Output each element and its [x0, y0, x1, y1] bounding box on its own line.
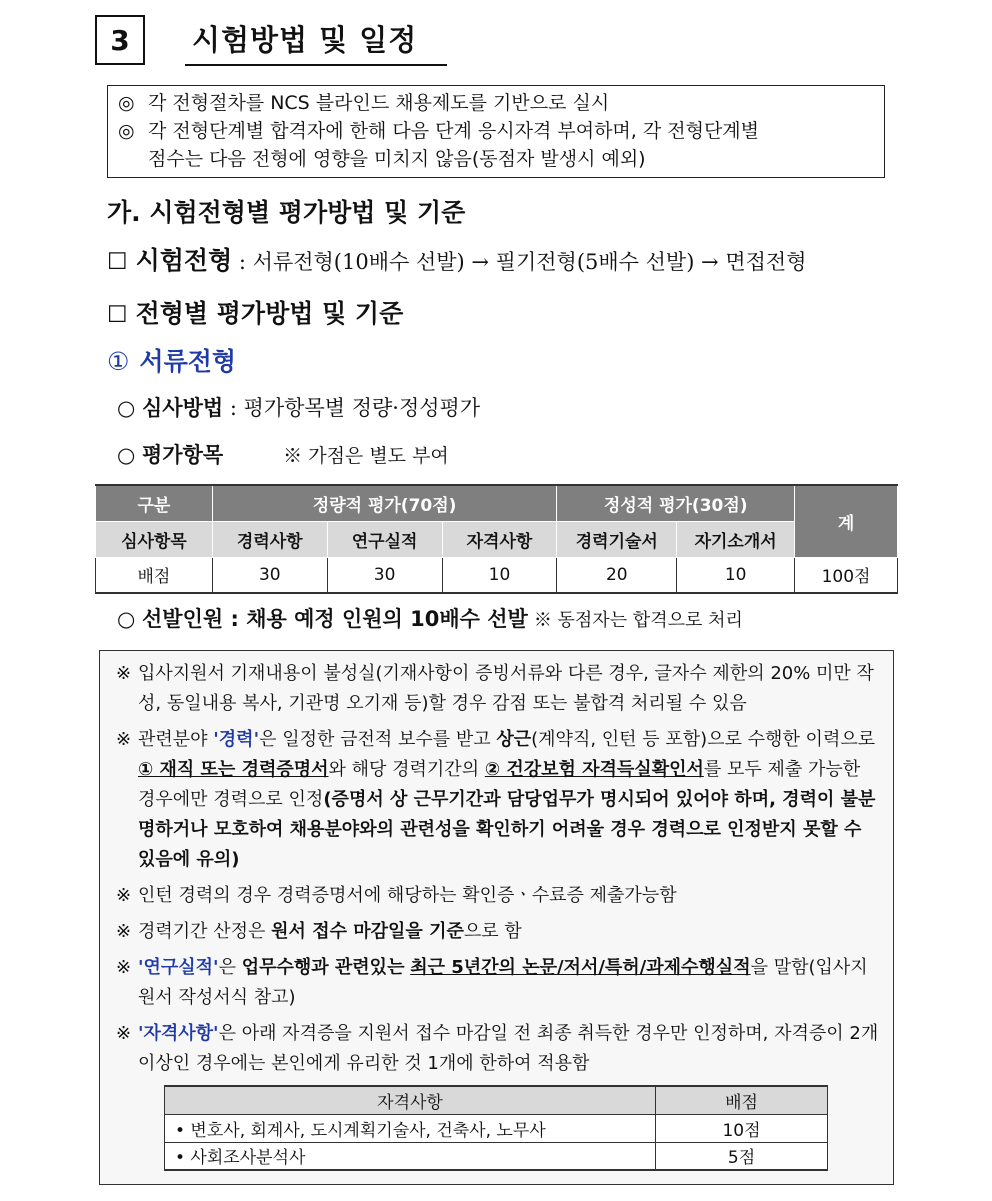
col-career: 경력사항	[212, 521, 327, 557]
selection-count	[117, 603, 743, 633]
reference-mark-icon: ※	[116, 885, 132, 906]
career-term: '경력'	[213, 729, 260, 750]
table-row	[165, 1114, 828, 1142]
notice-text-1: 각 전형절차를 NCS 블라인드 채용제도를 기반으로 실시	[148, 92, 610, 114]
note-text: 와 해당 경력기간의	[328, 759, 485, 780]
note-text: 입사지원서 기재내용이 불성실(기재사항이 증빙서류와 다른 경우, 글자수 제한의 20% 미만 작성, 동일내용 복사, 기관명 오기재 등)할 경우 감점 또는 불합격 처리될 수 있음	[138, 663, 874, 714]
certificate-term: '자격사항'	[138, 1023, 219, 1044]
note-certificate	[138, 1019, 881, 1079]
document-screening-label: 서류전형	[139, 347, 237, 376]
insurance-certificate: ② 건강보험 자격득실확인서	[484, 759, 704, 780]
score-cell: 30	[327, 557, 442, 593]
note-text: 을 말함(입사지원서 작성서식 참고)	[138, 957, 868, 1008]
note-text: (계약직, 인턴 등 포함)으로 수행한 이력으로	[531, 729, 876, 750]
note-text: 으로 함	[463, 921, 522, 942]
col-self-intro: 자기소개서	[677, 521, 795, 557]
eval-heading-label: 전형별 평가방법 및 기준	[135, 299, 404, 328]
certificate-name: • 사회조사분석사	[165, 1142, 656, 1170]
score-total: 100점	[795, 557, 898, 593]
exam-stages	[107, 241, 806, 277]
fulltime-term: 상근	[496, 729, 532, 750]
note-item	[116, 1019, 881, 1079]
notice-line-3	[118, 145, 874, 173]
exam-label: 시험전형	[135, 246, 233, 275]
score-cell: 10	[442, 557, 557, 593]
col-research: 연구실적	[327, 521, 442, 557]
circle-bullet-icon: ○	[117, 396, 136, 420]
checkbox-icon: ☐	[107, 302, 128, 328]
document-screening-heading	[107, 342, 236, 378]
select-value: : 채용 예정 인원의 10배수 선발	[223, 607, 528, 631]
title-underline	[185, 64, 447, 66]
method-label: 심사방법	[142, 396, 224, 420]
note-item	[116, 881, 881, 911]
note-text: 은	[218, 957, 242, 978]
review-method	[117, 392, 480, 422]
certificate-table	[164, 1085, 828, 1171]
notes-box	[99, 650, 894, 1185]
research-term: '연구실적'	[138, 957, 219, 978]
select-label: 선발인원	[142, 607, 224, 631]
checkbox-icon: ☐	[107, 249, 128, 275]
score-cell: 10	[677, 557, 795, 593]
note-item	[116, 725, 881, 875]
reference-mark-icon: ※	[116, 921, 132, 942]
reference-mark-icon: ※	[116, 729, 132, 750]
reference-mark-icon: ※	[116, 1023, 132, 1044]
score-cell: 30	[212, 557, 327, 593]
notice-text-3: 점수는 다음 전형에 영향을 미치지 않음(동점자 발생시 예외)	[148, 148, 646, 170]
items-label: 평가항목	[142, 443, 224, 467]
subsection-heading: 가. 시험전형별 평가방법 및 기준	[107, 198, 466, 227]
header-points: 배점	[656, 1086, 828, 1114]
method-value: : 평가항목별 정량·정성평가	[223, 396, 481, 420]
header-category: 구분	[96, 485, 213, 521]
note-career	[138, 725, 881, 875]
exam-stages-value: : 서류전형(10배수 선발) → 필기전형(5배수 선발) → 면접전형	[232, 250, 807, 274]
note-text: 은 일정한 금전적 보수를 받고	[259, 729, 497, 750]
section-title: 시험방법 및 일정	[192, 23, 418, 57]
note-text: 를 모두 제출 가능한 경우에만 경력으로 인정	[138, 759, 861, 810]
note-item	[116, 917, 881, 947]
header-total: 계	[795, 485, 898, 557]
notice-text-2: 각 전형단계별 합격자에 한해 다음 단계 응시자격 부여하며, 각 전형단계별	[148, 120, 760, 142]
evaluation-items	[117, 439, 449, 469]
col-certificate: 자격사항	[442, 521, 557, 557]
reference-mark-icon: ※	[116, 663, 132, 684]
circled-one-icon: ①	[107, 347, 130, 376]
notice-line-1	[118, 89, 874, 117]
circle-bullet-icon: ○	[117, 443, 136, 467]
employment-certificate: ① 재직 또는 경력증명서	[138, 759, 329, 780]
header-qualitative: 정성적 평가(30점)	[557, 485, 795, 521]
header-quantitative: 정량적 평가(70점)	[212, 485, 557, 521]
score-cell: 20	[557, 557, 677, 593]
table-row	[165, 1142, 828, 1170]
note-item	[116, 659, 881, 719]
note-item	[116, 953, 881, 1013]
deadline-basis: 원서 접수 마감일을 기준	[271, 921, 464, 942]
tie-note: ※ 동점자는 합격으로 처리	[533, 610, 743, 631]
related-work: 업무수행과 관련있는	[241, 957, 405, 978]
double-circle-icon: ◎	[118, 120, 135, 142]
header-items: 심사항목	[96, 521, 213, 557]
circle-bullet-icon: ○	[117, 607, 136, 631]
notice-line-2	[118, 117, 874, 145]
score-table	[95, 484, 898, 594]
note-text: 경력기간 산정은	[138, 921, 272, 942]
note-text: 인턴 경력의 경우 경력증명서에 해당하는 확인증ㆍ수료증 제출가능함	[138, 885, 677, 906]
note-period	[138, 917, 881, 947]
double-circle-icon: ◎	[118, 92, 135, 114]
row-label-points: 배점	[96, 557, 213, 593]
career-caution: (증명서 상 근무기간과 담당업무가 명시되어 있어야 하며, 경력이 불분명하거나 모호하여 채용분야와의 관련성을 확인하기 어려울 경우 경력으로 인정받지 못할 수 있음에 유의)	[138, 789, 876, 870]
certificate-points: 5점	[656, 1142, 828, 1170]
note-text: 관련분야	[138, 729, 214, 750]
certificate-points: 10점	[656, 1114, 828, 1142]
certificate-name: • 변호사, 회계사, 도시계획기술사, 건축사, 노무사	[165, 1114, 656, 1142]
note-research	[138, 953, 881, 1013]
section-number: 3	[95, 15, 145, 65]
eval-heading	[107, 294, 403, 330]
col-career-statement: 경력기술서	[557, 521, 677, 557]
note-text: 은 아래 자격증을 지원서 접수 마감일 전 최종 취득한 경우만 인정하며, 자격증이 2개 이상인 경우에는 본인에게 유리한 것 1개에 한하여 적용함	[138, 1023, 879, 1074]
header-certificate: 자격사항	[165, 1086, 656, 1114]
reference-mark-icon: ※	[116, 957, 132, 978]
recent-research: 최근 5년간의 논문/저서/특허/과제수행실적	[410, 957, 751, 978]
notice-box	[107, 85, 885, 178]
bonus-note: ※ 가점은 별도 부여	[283, 445, 449, 467]
